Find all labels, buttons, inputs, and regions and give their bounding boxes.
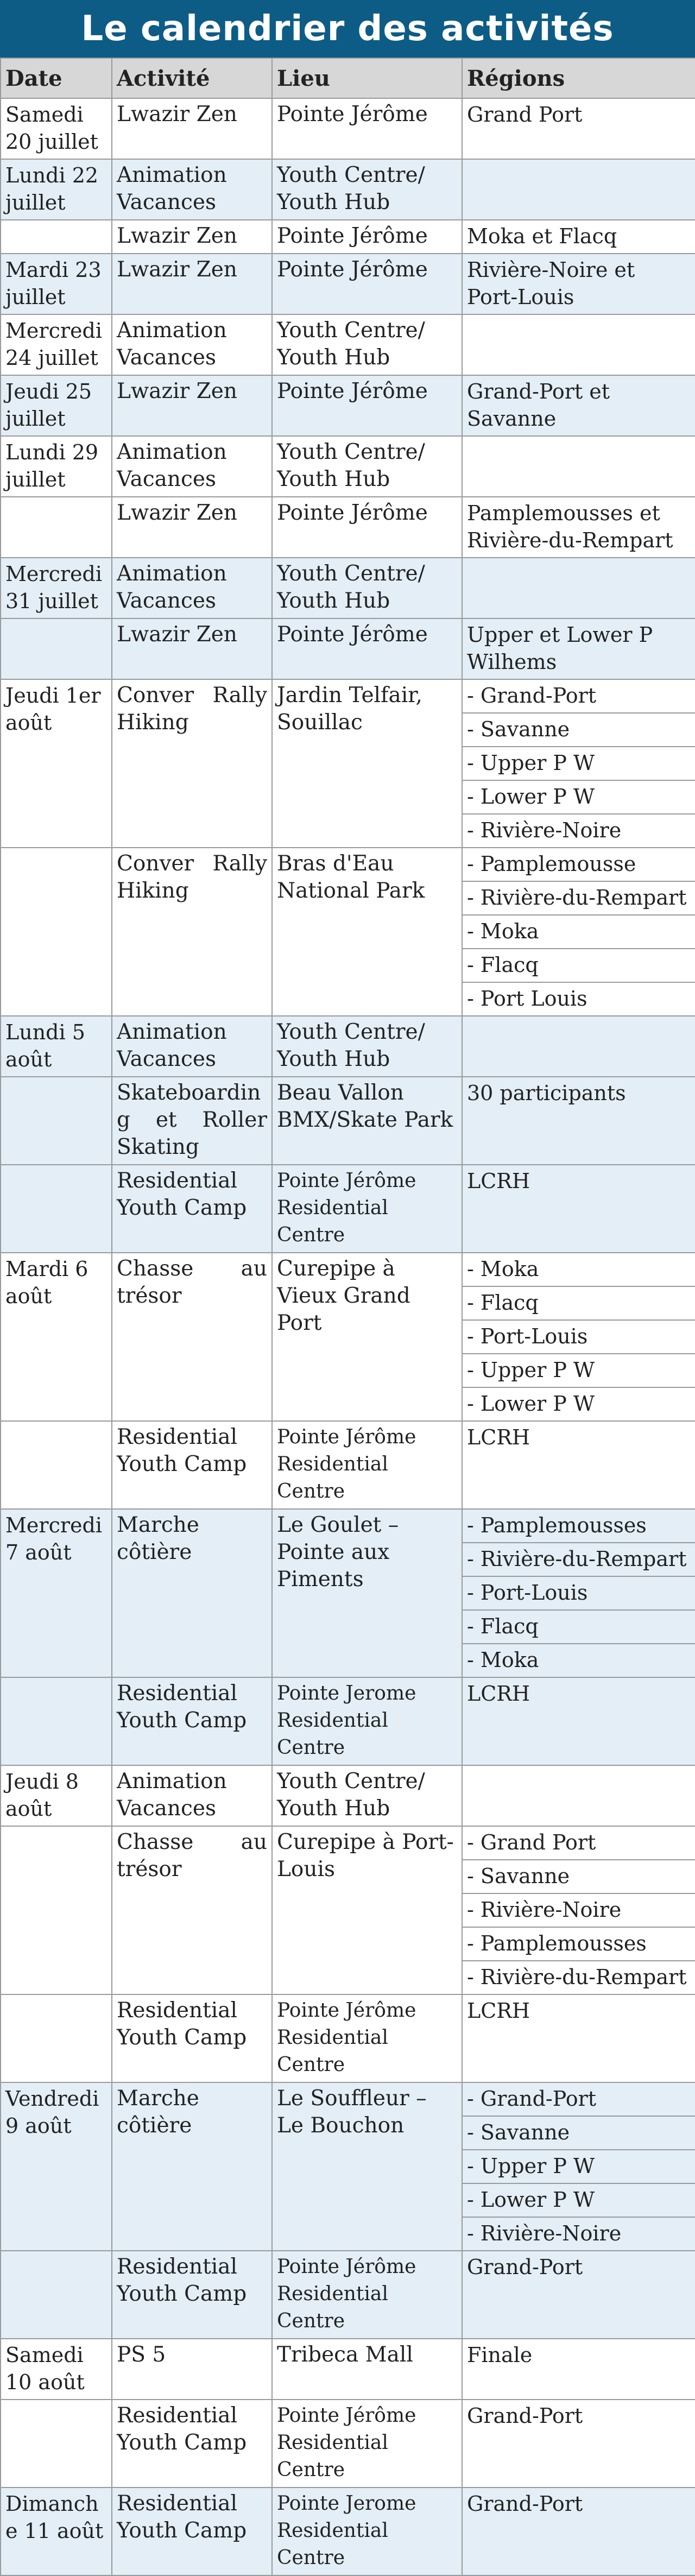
- cell-activity: Residential Youth Camp: [112, 1165, 272, 1253]
- cell-place: Bras d'Eau National Park: [272, 848, 462, 1016]
- cell-activity: Lwazir Zen: [112, 375, 272, 436]
- cell-regions: [462, 2082, 695, 2251]
- cell-activity: Animation Vacances: [112, 436, 272, 497]
- region-item: - Port Louis: [467, 987, 587, 1011]
- cell-place: Youth Centre/ Youth Hub: [272, 159, 462, 220]
- cell-place: Pointe Jérôme Residential Centre: [272, 1994, 462, 2082]
- table-row: [1, 314, 695, 375]
- cell-place: Pointe Jerome Residential Centre: [272, 2487, 462, 2575]
- cell-regions: [462, 848, 695, 1016]
- cell-regions: [462, 618, 695, 679]
- cell-place: Youth Centre/ Youth Hub: [272, 314, 462, 375]
- region-item: - Grand-Port: [463, 2083, 695, 2117]
- cell-regions: [462, 1765, 695, 1826]
- cell-date: [1, 1994, 112, 2082]
- region-item: - Moka: [463, 916, 695, 949]
- cell-regions: [462, 679, 695, 848]
- cell-activity: Conver Rally Hiking: [112, 848, 272, 1016]
- region-item: Grand-Port: [467, 2404, 583, 2428]
- header-place: Lieu: [272, 58, 462, 98]
- cell-date: [1, 618, 112, 679]
- cell-date: Mardi 6 août: [1, 1253, 112, 1421]
- cell-regions: [462, 220, 695, 254]
- cell-regions: [462, 436, 695, 497]
- cell-date: [1, 220, 112, 254]
- table-row: [1, 1677, 695, 1765]
- cell-place: Pointe Jérôme: [272, 497, 462, 558]
- region-item: - Upper P W: [463, 1354, 695, 1388]
- cell-place: Pointe Jérôme: [272, 98, 462, 159]
- table-row: [1, 848, 695, 1016]
- region-item: - Moka: [463, 1253, 695, 1287]
- cell-regions: [462, 375, 695, 436]
- region-item: - Savanne: [463, 714, 695, 747]
- cell-regions: [462, 1826, 695, 1994]
- cell-place: Pointe Jérôme Residential Centre: [272, 1421, 462, 1509]
- cell-activity: Residential Youth Camp: [112, 2251, 272, 2339]
- cell-date: [1, 497, 112, 558]
- cell-date: [1, 2400, 112, 2487]
- region-item: [463, 558, 695, 564]
- cell-regions: [462, 558, 695, 618]
- region-item: LCRH: [467, 1169, 530, 1193]
- region-item: - Rivière-Noire: [463, 1894, 695, 1928]
- region-item: [463, 1766, 695, 1771]
- cell-activity: Lwazir Zen: [112, 254, 272, 314]
- region-item: - Lower P W: [463, 2184, 695, 2218]
- cell-date: [1, 2251, 112, 2339]
- cell-date: [1, 1165, 112, 1253]
- cell-date: Mercredi 31 juillet: [1, 558, 112, 618]
- cell-activity: Skateboarding et Roller Skating: [112, 1077, 272, 1165]
- region-item: LCRH: [467, 1999, 530, 2023]
- cell-regions: [462, 2251, 695, 2339]
- cell-place: Le Souffleur – Le Bouchon: [272, 2082, 462, 2251]
- region-item: Pamplemousses et Rivière-du-Rempart: [467, 501, 673, 552]
- region-item: - Upper P W: [463, 747, 695, 781]
- region-item: Finale: [467, 2343, 533, 2367]
- table-row: [1, 1826, 695, 1994]
- table-row: [1, 1253, 695, 1421]
- table-row: [1, 2400, 695, 2487]
- region-item: Grand-Port: [467, 2492, 583, 2516]
- table-row: [1, 375, 695, 436]
- cell-date: Samedi 10 août: [1, 2339, 112, 2400]
- cell-date: Lundi 29 juillet: [1, 436, 112, 497]
- cell-place: Youth Centre/ Youth Hub: [272, 558, 462, 618]
- cell-date: [1, 1826, 112, 1994]
- cell-date: Jeudi 1er août: [1, 679, 112, 848]
- cell-activity: Lwazir Zen: [112, 98, 272, 159]
- region-item: Rivière-Noire et Port-Louis: [467, 258, 635, 309]
- cell-place: Pointe Jérôme: [272, 375, 462, 436]
- table-row: [1, 436, 695, 497]
- cell-activity: Lwazir Zen: [112, 618, 272, 679]
- region-item: [463, 1016, 695, 1022]
- region-item: - Rivière-Noire: [467, 818, 622, 842]
- region-item: [463, 315, 695, 320]
- region-item: - Flacq: [463, 949, 695, 983]
- cell-regions: [462, 98, 695, 159]
- cell-place: Pointe Jérôme: [272, 220, 462, 254]
- header-regions: Régions: [462, 58, 695, 98]
- cell-place: Pointe Jérôme: [272, 618, 462, 679]
- cell-place: Pointe Jérôme: [272, 254, 462, 314]
- cell-regions: [462, 1165, 695, 1253]
- cell-regions: [462, 1994, 695, 2082]
- page-title: Le calendrier des activités: [0, 0, 695, 58]
- region-item: - Rivière-du-Rempart: [467, 1965, 687, 1989]
- region-item: - Savanne: [463, 2117, 695, 2150]
- region-item: - Pamplemousses: [463, 1510, 695, 1543]
- cell-regions: [462, 2487, 695, 2575]
- region-item: - Grand-Port: [463, 680, 695, 714]
- table-header: [1, 58, 695, 98]
- table-row: [1, 2487, 695, 2575]
- cell-regions: [462, 254, 695, 314]
- cell-activity: Animation Vacances: [112, 159, 272, 220]
- cell-activity: Lwazir Zen: [112, 220, 272, 254]
- cell-place: Pointe Jérôme Residential Centre: [272, 2400, 462, 2487]
- table-row: [1, 1509, 695, 1677]
- region-item: - Upper P W: [463, 2150, 695, 2184]
- cell-activity: Chasse au trésor: [112, 1826, 272, 1994]
- cell-place: Youth Centre/ Youth Hub: [272, 1765, 462, 1826]
- region-item: - Savanne: [463, 1860, 695, 1894]
- table-row: [1, 2339, 695, 2400]
- cell-date: Lundi 22 juillet: [1, 159, 112, 220]
- header-activity: Activité: [112, 58, 272, 98]
- table-row: [1, 1765, 695, 1826]
- cell-date: [1, 848, 112, 1016]
- cell-place: Pointe Jerome Residential Centre: [272, 1677, 462, 1765]
- table-row: [1, 618, 695, 679]
- cell-regions: [462, 497, 695, 558]
- cell-date: Samedi 20 juillet: [1, 98, 112, 159]
- cell-regions: [462, 1253, 695, 1421]
- cell-activity: Lwazir Zen: [112, 497, 272, 558]
- cell-activity: Marche côtière: [112, 2082, 272, 2251]
- region-item: - Pamplemousse: [463, 848, 695, 882]
- cell-place: Tribeca Mall: [272, 2339, 462, 2400]
- cell-place: Pointe Jérôme Residential Centre: [272, 1165, 462, 1253]
- table-row: [1, 679, 695, 848]
- table-row: [1, 254, 695, 314]
- cell-date: Jeudi 25 juillet: [1, 375, 112, 436]
- cell-regions: [462, 159, 695, 220]
- region-item: - Grand Port: [463, 1827, 695, 1860]
- region-item: - Flacq: [463, 1611, 695, 1644]
- cell-regions: [462, 1509, 695, 1677]
- table-row: [1, 220, 695, 254]
- cell-activity: Chasse au trésor: [112, 1253, 272, 1421]
- cell-date: Mardi 23 juillet: [1, 254, 112, 314]
- table-row: [1, 1165, 695, 1253]
- cell-date: [1, 1077, 112, 1165]
- cell-activity: Animation Vacances: [112, 314, 272, 375]
- region-item: - Lower P W: [467, 1392, 595, 1416]
- table-body: [1, 98, 695, 2575]
- cell-activity: Residential Youth Camp: [112, 1421, 272, 1509]
- region-item: - Flacq: [463, 1287, 695, 1321]
- table-row: [1, 2082, 695, 2251]
- cell-activity: Residential Youth Camp: [112, 2487, 272, 2575]
- cell-regions: [462, 1016, 695, 1077]
- cell-place: Curepipe à Vieux Grand Port: [272, 1253, 462, 1421]
- cell-activity: Animation Vacances: [112, 1765, 272, 1826]
- cell-date: Mercredi 24 juillet: [1, 314, 112, 375]
- region-item: Grand Port: [467, 103, 583, 127]
- cell-date: Dimanche 11 août: [1, 2487, 112, 2575]
- region-item: Upper et Lower P Wilhems: [467, 623, 653, 674]
- cell-regions: [462, 1077, 695, 1165]
- cell-activity: Animation Vacances: [112, 558, 272, 618]
- region-item: LCRH: [467, 1682, 530, 1706]
- table-row: [1, 98, 695, 159]
- cell-place: Jardin Telfair, Souillac: [272, 679, 462, 848]
- cell-date: Lundi 5 août: [1, 1016, 112, 1077]
- cell-date: Vendredi 9 août: [1, 2082, 112, 2251]
- table-row: [1, 1994, 695, 2082]
- table-row: [1, 497, 695, 558]
- table-row: [1, 2251, 695, 2339]
- region-item: - Moka: [467, 1648, 539, 1672]
- region-item: [463, 437, 695, 442]
- region-item: - Port-Louis: [463, 1577, 695, 1611]
- table-row: [1, 1421, 695, 1509]
- header-date: Date: [1, 58, 112, 98]
- cell-activity: Residential Youth Camp: [112, 1994, 272, 2082]
- region-item: Moka et Flacq: [467, 224, 617, 248]
- cell-regions: [462, 314, 695, 375]
- table-row: [1, 1016, 695, 1077]
- activities-table: [0, 58, 695, 2576]
- cell-regions: [462, 1421, 695, 1509]
- cell-regions: [462, 2400, 695, 2487]
- cell-activity: Residential Youth Camp: [112, 1677, 272, 1765]
- cell-regions: [462, 1677, 695, 1765]
- cell-place: Curepipe à Port-Louis: [272, 1826, 462, 1994]
- region-item: - Lower P W: [463, 781, 695, 815]
- region-item: - Rivière-Noire: [467, 2221, 622, 2245]
- cell-date: Mercredi 7 août: [1, 1509, 112, 1677]
- table-row: [1, 1077, 695, 1165]
- region-item: - Rivière-du-Rempart: [463, 882, 695, 916]
- cell-date: Jeudi 8 août: [1, 1765, 112, 1826]
- region-item: LCRH: [467, 1425, 530, 1449]
- region-item: - Rivière-du-Rempart: [463, 1543, 695, 1577]
- region-item: Grand-Port: [467, 2255, 583, 2279]
- cell-regions: [462, 2339, 695, 2400]
- cell-date: [1, 1421, 112, 1509]
- region-item: - Pamplemousses: [463, 1928, 695, 1961]
- cell-activity: Conver Rally Hiking: [112, 679, 272, 848]
- cell-date: [1, 1677, 112, 1765]
- cell-place: Pointe Jérôme Residential Centre: [272, 2251, 462, 2339]
- cell-place: Le Goulet – Pointe aux Piments: [272, 1509, 462, 1677]
- cell-activity: Residential Youth Camp: [112, 2400, 272, 2487]
- region-item: - Port-Louis: [463, 1321, 695, 1354]
- table-row: [1, 159, 695, 220]
- cell-activity: Animation Vacances: [112, 1016, 272, 1077]
- cell-place: Youth Centre/ Youth Hub: [272, 1016, 462, 1077]
- cell-activity: Marche côtière: [112, 1509, 272, 1677]
- region-item: Grand-Port et Savanne: [467, 380, 610, 431]
- region-item: 30 participants: [467, 1081, 626, 1105]
- cell-activity: PS 5: [112, 2339, 272, 2400]
- table-row: [1, 558, 695, 618]
- cell-place: Beau Vallon BMX/Skate Park: [272, 1077, 462, 1165]
- region-item: [463, 160, 695, 165]
- cell-place: Youth Centre/ Youth Hub: [272, 436, 462, 497]
